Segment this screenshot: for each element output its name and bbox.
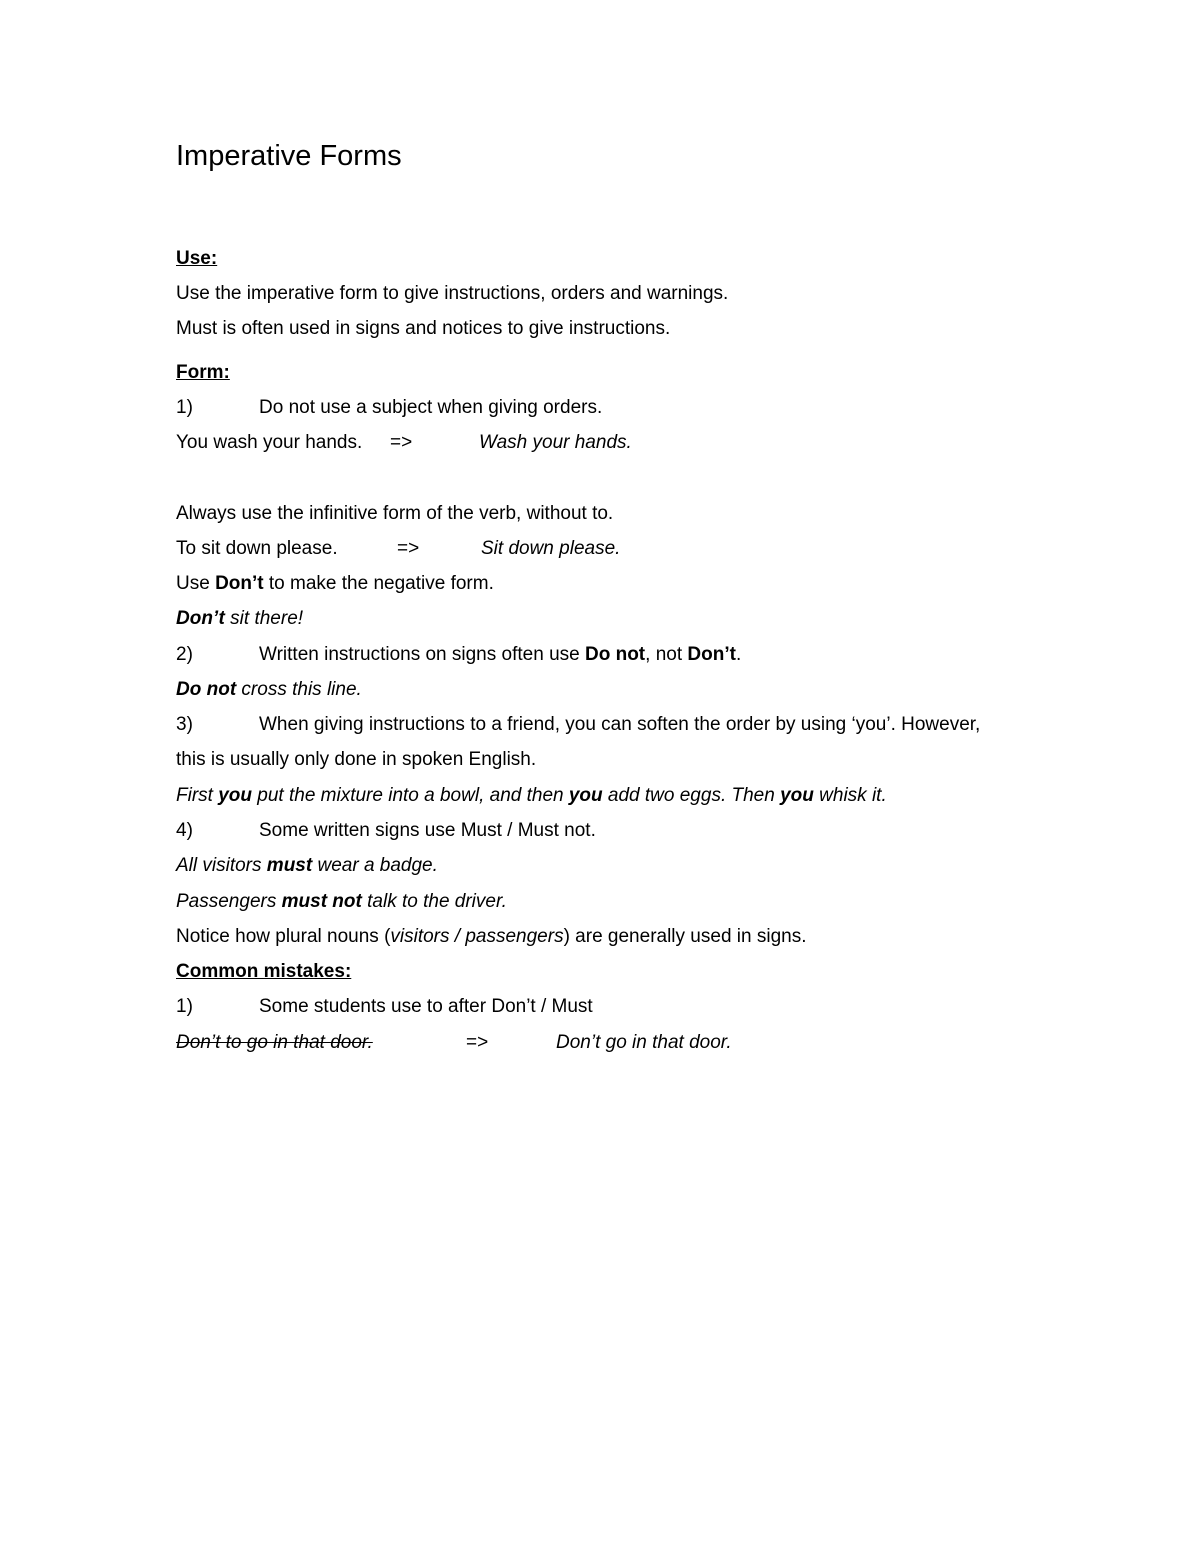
mistakes-example-wrong: Don’t to go in that door. [176, 1032, 373, 1053]
form-item-4-example-1 [176, 854, 438, 878]
form-item-1-text: Do not use a subject when giving orders. [259, 397, 603, 418]
mistakes-item-1-text: Some students use to after Don’t / Must [259, 996, 593, 1017]
form-item-2-example [176, 678, 362, 702]
mistakes-example-arrow: => [466, 1032, 489, 1053]
item-3-example-part-4: whisk it. [813, 785, 887, 806]
form-item-3 [176, 713, 981, 737]
item-2-example-rest: cross this line. [236, 679, 362, 700]
negative-example-bold: Don’t [176, 608, 225, 629]
form-item-2-text [259, 643, 741, 667]
notice-prefix: Notice how plural nouns ( [176, 926, 391, 947]
form-item-2-number: 2) [176, 644, 193, 665]
item-4-example-2-part-2: talk to the driver. [361, 891, 507, 912]
form-example-1-right: Wash your hands. [479, 432, 632, 453]
item-2-suffix: . [735, 644, 742, 665]
form-item-3-continuation: this is usually only done in spoken English. [176, 749, 537, 770]
mistakes-item-1 [176, 995, 593, 1019]
form-example-2-wrong: To sit down please. [176, 538, 338, 559]
form-item-1 [176, 396, 603, 420]
form-item-4-example-2 [176, 890, 507, 914]
form-infinitive-rule: Always use the infinitive form of the verb, without to. [176, 503, 614, 524]
item-2-middle: , not [645, 644, 688, 665]
mistakes-example-right: Don’t go in that door. [556, 1032, 732, 1053]
form-example-2-right: Sit down please. [481, 538, 621, 559]
item-3-example-part-2: put the mixture into a bowl, and then [252, 785, 569, 806]
item-2-bold-2: Don’t [687, 644, 736, 665]
form-notice [176, 925, 807, 949]
negative-rule-prefix: Use [176, 573, 216, 594]
item-2-prefix: Written instructions on signs often use [259, 644, 585, 665]
item-3-example-part-1: First [176, 785, 219, 806]
mistakes-example [176, 1031, 732, 1055]
item-4-example-2-part-1: Passengers [176, 891, 282, 912]
use-line-1: Use the imperative form to give instructions, orders and warnings. [176, 283, 729, 304]
form-example-1-arrow: => [390, 432, 413, 453]
form-item-4-text: Some written signs use Must / Must not. [259, 820, 596, 841]
item-4-example-1-bold: must [266, 855, 313, 876]
form-item-1-number: 1) [176, 397, 193, 418]
item-3-example-bold-2: you [568, 785, 603, 806]
form-negative-example [176, 607, 303, 631]
use-line-2: Must is often used in signs and notices to give instructions. [176, 318, 671, 339]
form-item-3-example [176, 784, 887, 808]
form-negative-rule [176, 572, 494, 596]
form-item-4-number: 4) [176, 820, 193, 841]
notice-suffix: ) are generally used in signs. [563, 926, 807, 947]
page-title: Imperative Forms [176, 140, 402, 172]
item-4-example-1-part-2: wear a badge. [312, 855, 438, 876]
use-heading: Use: [176, 248, 218, 269]
negative-rule-suffix: to make the negative form. [263, 573, 494, 594]
item-3-example-part-3: add two eggs. Then [602, 785, 781, 806]
item-2-example-bold: Do not [176, 679, 237, 700]
form-example-2-arrow: => [397, 538, 420, 559]
form-heading: Form: [176, 362, 230, 383]
form-item-4 [176, 819, 596, 843]
mistakes-item-1-number: 1) [176, 996, 193, 1017]
form-example-1 [176, 431, 632, 455]
item-4-example-1-part-1: All visitors [176, 855, 267, 876]
form-item-3-text: When giving instructions to a friend, you can soften the order by using ‘you’. However, [259, 714, 981, 735]
form-example-1-wrong: You wash your hands. [176, 432, 363, 453]
form-example-2 [176, 537, 621, 561]
form-item-2 [176, 643, 742, 667]
item-3-example-bold-1: you [218, 785, 252, 806]
item-3-example-bold-3: you [780, 785, 814, 806]
mistakes-heading: Common mistakes: [176, 961, 352, 982]
item-2-bold-1: Do not [584, 644, 646, 665]
negative-example-rest: sit there! [224, 608, 304, 629]
item-4-example-2-bold: must not [281, 891, 362, 912]
form-item-3-number: 3) [176, 714, 193, 735]
notice-italic: visitors / passengers [390, 926, 564, 947]
negative-rule-bold: Don’t [215, 573, 264, 594]
